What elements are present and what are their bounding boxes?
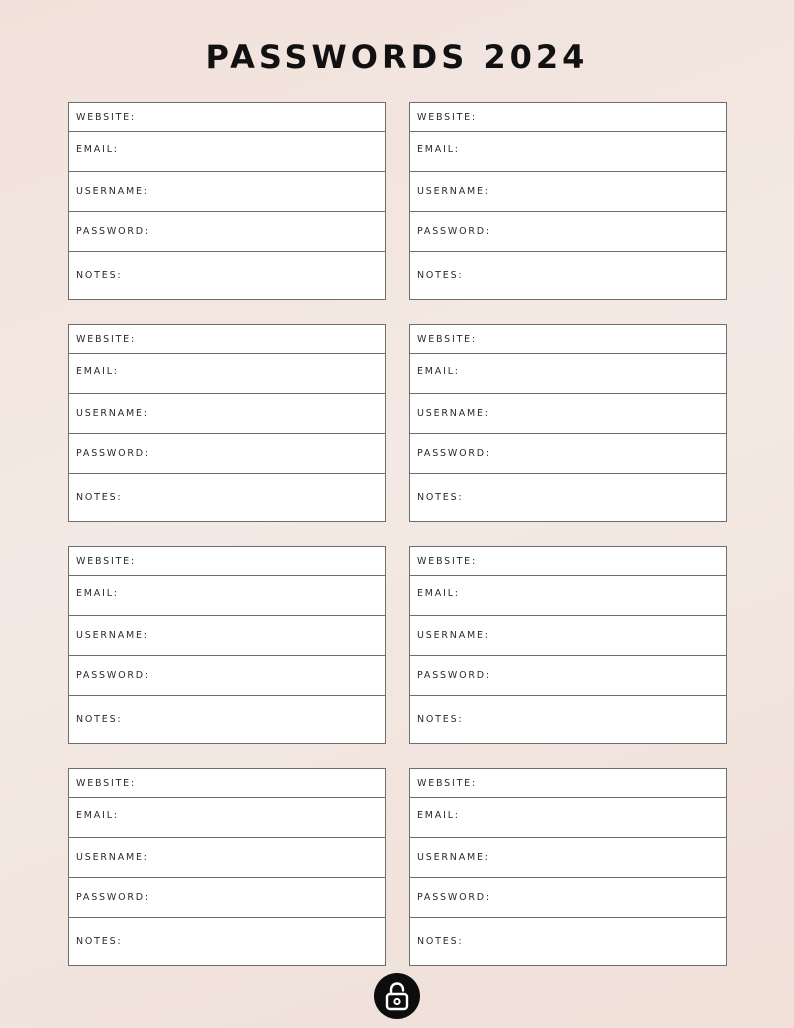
password-label: PASSWORD: bbox=[417, 226, 491, 237]
notes-field[interactable] bbox=[69, 696, 385, 743]
username-label: USERNAME: bbox=[76, 630, 149, 641]
password-field[interactable] bbox=[410, 878, 726, 918]
password-field[interactable] bbox=[69, 212, 385, 252]
password-card bbox=[68, 546, 386, 744]
password-card bbox=[409, 768, 727, 966]
unlocked-padlock-icon bbox=[383, 981, 411, 1011]
notes-label: NOTES: bbox=[76, 714, 123, 725]
page-title: PASSWORDS 2024 bbox=[205, 38, 589, 76]
username-label: USERNAME: bbox=[417, 408, 490, 419]
website-field[interactable] bbox=[69, 103, 385, 132]
email-field[interactable] bbox=[410, 576, 726, 616]
website-label: WEBSITE: bbox=[417, 555, 477, 567]
website-label: WEBSITE: bbox=[417, 111, 477, 123]
password-card bbox=[68, 324, 386, 522]
email-field[interactable] bbox=[410, 354, 726, 394]
email-label: EMAIL: bbox=[417, 588, 460, 599]
website-field[interactable] bbox=[410, 325, 726, 354]
username-field[interactable] bbox=[410, 616, 726, 656]
password-label: PASSWORD: bbox=[76, 670, 150, 681]
website-label: WEBSITE: bbox=[76, 555, 136, 567]
notes-field[interactable] bbox=[69, 918, 385, 965]
email-label: EMAIL: bbox=[76, 588, 119, 599]
username-label: USERNAME: bbox=[417, 186, 490, 197]
password-label: PASSWORD: bbox=[417, 448, 491, 459]
website-field[interactable] bbox=[69, 547, 385, 576]
notes-label: NOTES: bbox=[417, 936, 464, 947]
email-label: EMAIL: bbox=[417, 810, 460, 821]
email-field[interactable] bbox=[410, 798, 726, 838]
username-field[interactable] bbox=[410, 172, 726, 212]
email-label: EMAIL: bbox=[417, 366, 460, 377]
email-field[interactable] bbox=[410, 132, 726, 172]
lock-badge bbox=[374, 973, 420, 1019]
notes-field[interactable] bbox=[410, 696, 726, 743]
website-label: WEBSITE: bbox=[417, 777, 477, 789]
username-label: USERNAME: bbox=[76, 408, 149, 419]
password-card bbox=[68, 768, 386, 966]
website-field[interactable] bbox=[69, 769, 385, 798]
email-label: EMAIL: bbox=[76, 810, 119, 821]
password-field[interactable] bbox=[69, 434, 385, 474]
email-label: EMAIL: bbox=[76, 366, 119, 377]
username-field[interactable] bbox=[410, 394, 726, 434]
email-field[interactable] bbox=[69, 798, 385, 838]
notes-field[interactable] bbox=[410, 252, 726, 299]
website-label: WEBSITE: bbox=[76, 333, 136, 345]
password-label: PASSWORD: bbox=[76, 226, 150, 237]
password-card bbox=[409, 324, 727, 522]
notes-label: NOTES: bbox=[417, 492, 464, 503]
website-label: WEBSITE: bbox=[76, 777, 136, 789]
password-card bbox=[68, 102, 386, 300]
email-label: EMAIL: bbox=[417, 144, 460, 155]
notes-label: NOTES: bbox=[76, 936, 123, 947]
password-label: PASSWORD: bbox=[76, 892, 150, 903]
username-label: USERNAME: bbox=[76, 852, 149, 863]
password-field[interactable] bbox=[410, 434, 726, 474]
email-field[interactable] bbox=[69, 354, 385, 394]
username-field[interactable] bbox=[69, 616, 385, 656]
username-label: USERNAME: bbox=[417, 630, 490, 641]
website-label: WEBSITE: bbox=[76, 111, 136, 123]
password-card bbox=[409, 102, 727, 300]
notes-label: NOTES: bbox=[76, 492, 123, 503]
password-label: PASSWORD: bbox=[417, 892, 491, 903]
password-field[interactable] bbox=[410, 656, 726, 696]
website-field[interactable] bbox=[410, 103, 726, 132]
notes-label: NOTES: bbox=[76, 270, 123, 281]
notes-field[interactable] bbox=[410, 918, 726, 965]
username-field[interactable] bbox=[69, 838, 385, 878]
username-field[interactable] bbox=[69, 172, 385, 212]
notes-label: NOTES: bbox=[417, 270, 464, 281]
password-field[interactable] bbox=[69, 656, 385, 696]
password-label: PASSWORD: bbox=[417, 670, 491, 681]
username-field[interactable] bbox=[410, 838, 726, 878]
notes-field[interactable] bbox=[410, 474, 726, 521]
email-field[interactable] bbox=[69, 132, 385, 172]
email-field[interactable] bbox=[69, 576, 385, 616]
website-field[interactable] bbox=[410, 769, 726, 798]
username-field[interactable] bbox=[69, 394, 385, 434]
notes-field[interactable] bbox=[69, 252, 385, 299]
notes-field[interactable] bbox=[69, 474, 385, 521]
password-field[interactable] bbox=[69, 878, 385, 918]
email-label: EMAIL: bbox=[76, 144, 119, 155]
password-label: PASSWORD: bbox=[76, 448, 150, 459]
website-field[interactable] bbox=[410, 547, 726, 576]
username-label: USERNAME: bbox=[76, 186, 149, 197]
website-field[interactable] bbox=[69, 325, 385, 354]
notes-label: NOTES: bbox=[417, 714, 464, 725]
website-label: WEBSITE: bbox=[417, 333, 477, 345]
username-label: USERNAME: bbox=[417, 852, 490, 863]
password-field[interactable] bbox=[410, 212, 726, 252]
password-card bbox=[409, 546, 727, 744]
